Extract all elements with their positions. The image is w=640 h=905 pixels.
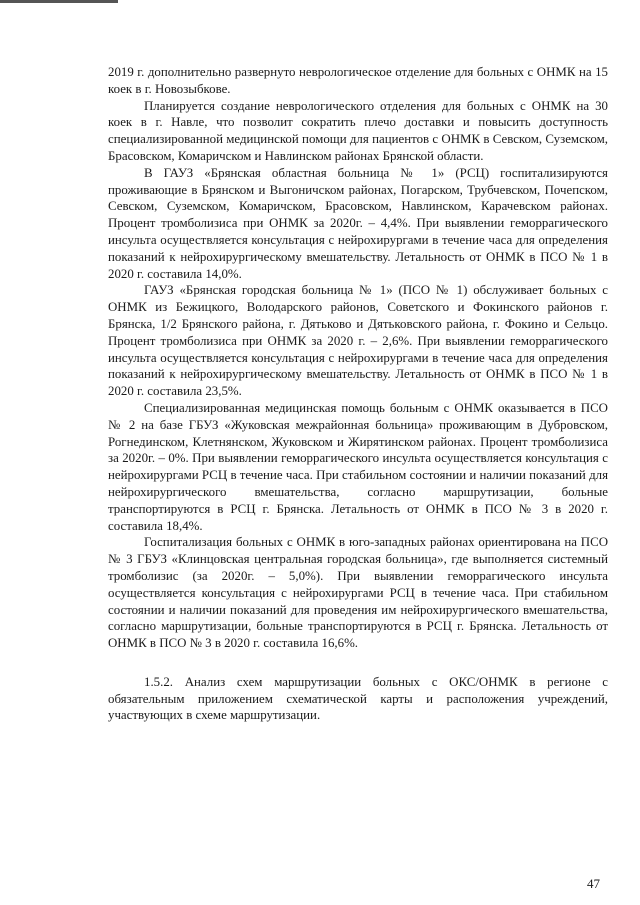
page-number: 47 xyxy=(587,876,600,891)
paragraph-city-hospital: ГАУЗ «Брянская городская больница № 1» (ПСО № 1) обслуживает больных с ОНМК из Бежицкого, Володарского районов, Советского и Фокинского районов г. Брянска, 1/2 Брянского района, г. Дятьково и Дятьковского района, г. Фокино и Сельцо. Процент тромболизиса при ОНМК за 2020 г. – 2,6%. При выявлении геморрагического инсульта осуществляется консультация с нейрохирургами в течение часа для определения показаний к нейрохирургическому вмешательству. Летальность от ОНМК в ПСО № 1 в 2020 г. составила 23,5%. xyxy=(108,283,608,399)
paragraph-zhukovka-hospital: Специализированная медицинская помощь больным с ОНМК оказывается в ПСО № 2 на базе ГБУЗ «Жуковская межрайонная больница» проживающим в Дубровском, Рогнединском, Клетнянском, Жуковском и Жирятинском районах. Процент тромболизиса за 2020г. – 0%. При выявлении геморрагического инсульта осуществляется консультация с нейрохирургами РСЦ в течение часа. При стабильном состоянии и наличии показаний для нейрохирургического вмешательства, согласно маршрутизации, больные транспортируются в РСЦ г. Брянска. Летальность от ОНМК в ПСО № 3 в 2020 г. составила 18,4%. xyxy=(108,400,608,533)
paragraph-regional-hospital: В ГАУЗ «Брянская областная больница № 1» (РСЦ) госпитализируются проживающие в Брянском и Выгоничском районах, Погарском, Трубчевском, Почепском, Севском, Суземском, Комаричском, Брасовском, Навлинском, Карачевском районах. Процент тромболизиса при ОНМК за 2020г. – 4,4%. При выявлении геморрагического инсульта осуществляется консультация с нейрохирургами в течение часа для определения показаний к нейрохирургическому вмешательству. Летальность от ОНМК в ПСО № 1 в 2020 г. составила 14,0%. xyxy=(108,165,608,281)
paragraph-klintsy-hospital: Госпитализация больных с ОНМК в юго-западных районах ориентирована на ПСО № 3 ГБУЗ «Клинцовская центральная городская больница», где выполняется системный тромболизис (за 2020г. – 5,0%). При выявлении геморрагического инсульта осуществляется консультация с нейрохирургами РСЦ в течение часа. При стабильном состоянии и наличии показаний для проведения им нейрохирургического вмешательства, согласно маршрутизации, больные транспортируются в РСЦ г. Брянска. Летальность от ОНМК в ПСО № 3 в 2020 г. составила 16,6%. xyxy=(108,535,608,651)
section-heading-1-5-2: 1.5.2. Анализ схем маршрутизации больных с ОКС/ОНМК в регионе с обязательным приложением схематической карты и расположения учреждений, участвующих в схеме маршрутизации. xyxy=(108,674,608,723)
document-body xyxy=(108,64,608,724)
scan-edge-mark xyxy=(0,0,118,3)
paragraph-continuation: 2019 г. дополнительно развернуто неврологическое отделение для больных с ОНМК на 15 коек в г. Новозыбкове. xyxy=(108,65,608,96)
paragraph-gap xyxy=(108,652,608,674)
paragraph-navlya-department: Планируется создание неврологического отделения для больных с ОНМК на 30 коек в г. Навле, что позволит сократить плечо доставки и повысить доступность специализированной медицинской помощи для пациентов с ОНМК в Севском, Суземском, Брасовском, Комаричском и Навлинском районах Брянской области. xyxy=(108,98,608,163)
